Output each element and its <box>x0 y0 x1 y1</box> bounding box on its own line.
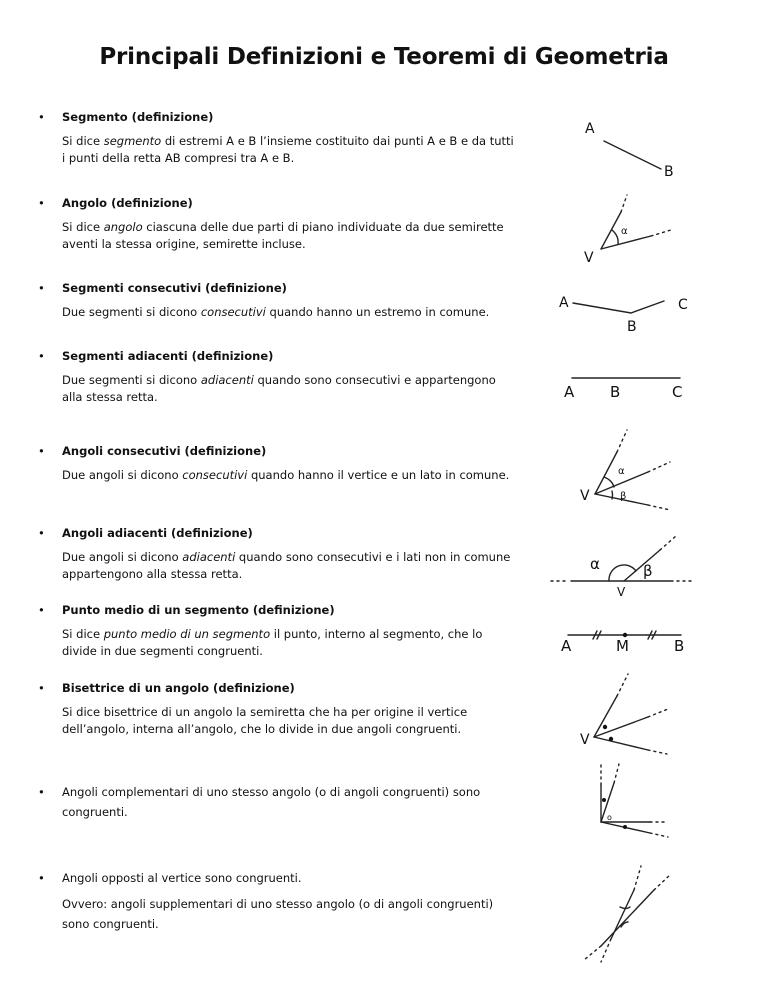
bisector-figure <box>594 674 668 754</box>
definition-text: Si dice punto medio di un segmento il punto, interno al segmento, che lo divide in due segmenti congruenti. <box>62 627 483 658</box>
label-a: A <box>561 637 572 655</box>
label-beta: β <box>643 562 653 580</box>
definition-heading: Angolo (definizione) <box>62 196 193 210</box>
midpoint-figure <box>568 631 681 639</box>
bullet: • <box>38 444 45 458</box>
consecutive-segments-figure <box>573 301 664 313</box>
label-v: V <box>584 250 594 266</box>
label-b: B <box>610 383 621 401</box>
label-v: V <box>580 732 590 748</box>
label-b: B <box>664 164 674 180</box>
theorem-text: Angoli opposti al vertice sono congruenti. <box>62 871 302 885</box>
label-alpha: α <box>621 226 628 237</box>
label-m: M <box>616 637 629 655</box>
bullet: • <box>38 603 45 617</box>
definition-segment <box>38 110 518 167</box>
page-title: Principali Definizioni e Teoremi di Geometria <box>99 44 669 70</box>
definition-text: Due angoli si dicono consecutivi quando hanno il vertice e un lato in comune. <box>62 468 510 482</box>
label-alpha: α <box>618 466 625 477</box>
bullet: • <box>38 349 45 363</box>
definition-bisector <box>38 681 508 738</box>
label-c: C <box>678 297 688 313</box>
definition-text: Due segmenti si dicono adiacenti quando sono consecutivi e appartengono alla stessa retta. <box>62 373 496 404</box>
theorem-extra-text: Ovvero: angoli supplementari di uno stesso angolo (o di angoli congruenti) sono congruenti. <box>62 897 494 931</box>
complementary-figure <box>601 762 668 837</box>
label-c: C <box>672 383 683 401</box>
label-a: A <box>585 121 595 137</box>
definition-heading: Punto medio di un segmento (definizione) <box>62 603 335 617</box>
label-a: A <box>559 295 569 311</box>
definition-midpoint <box>38 603 508 660</box>
definition-heading: Segmenti adiacenti (definizione) <box>62 349 274 363</box>
segment-figure <box>604 141 661 169</box>
definition-heading: Segmenti consecutivi (definizione) <box>62 281 287 295</box>
definition-text: Si dice segmento di estremi A e B l’insieme costituito dai punti A e B e da tutti i punti della retta AB compresi tra A e B. <box>62 134 514 165</box>
definition-consecutive-angles <box>38 444 538 484</box>
definition-adjacent-angles <box>38 526 518 583</box>
definition-heading: Angoli consecutivi (definizione) <box>62 444 267 458</box>
label-v: V <box>580 488 590 504</box>
definition-heading: Bisettrice di un angolo (definizione) <box>62 681 295 695</box>
definition-text: Due segmenti si dicono consecutivi quando hanno un estremo in comune. <box>62 305 490 319</box>
definition-consecutive-segments <box>38 281 518 321</box>
label-beta: β <box>620 491 627 502</box>
angle-figure <box>601 195 671 249</box>
definition-adjacent-segments <box>38 349 518 406</box>
definition-text: Due angoli si dicono adiacenti quando sono consecutivi e i lati non in comune appartengono alla stessa retta. <box>62 550 511 581</box>
bullet: • <box>38 871 45 885</box>
bullet: • <box>38 196 45 210</box>
label-a: A <box>564 383 575 401</box>
definition-text: Si dice bisettrice di un angolo la semiretta che ha per origine il vertice dell’angolo, interna all’angolo, che lo divide in due angoli congruenti. <box>62 705 468 736</box>
bullet: • <box>38 110 45 124</box>
bullet: • <box>38 681 45 695</box>
label-b: B <box>627 319 637 335</box>
theorem-complementary <box>38 782 508 822</box>
definition-heading: Angoli adiacenti (definizione) <box>62 526 253 540</box>
definition-angle <box>38 196 518 253</box>
label-b: B <box>674 637 685 655</box>
bullet: • <box>38 281 45 295</box>
consecutive-angles-figure <box>595 430 670 510</box>
bullet: • <box>38 785 45 799</box>
bullet: • <box>38 526 45 540</box>
definition-heading: Segmento (definizione) <box>62 110 214 124</box>
theorem-vertical-angles <box>38 868 508 934</box>
label-mark: o <box>607 813 612 822</box>
vertical-angles-figure <box>584 866 671 962</box>
label-alpha: α <box>590 555 600 573</box>
definition-text: Si dice angolo ciascuna delle due parti di piano individuate da due semirette aventi la stessa origine, semirette incluse. <box>62 220 504 251</box>
label-v: V <box>617 585 626 599</box>
theorem-text: Angoli complementari di uno stesso angolo (o di angoli congruenti) sono congruenti. <box>62 785 481 819</box>
adjacent-angles-figure <box>551 536 694 581</box>
